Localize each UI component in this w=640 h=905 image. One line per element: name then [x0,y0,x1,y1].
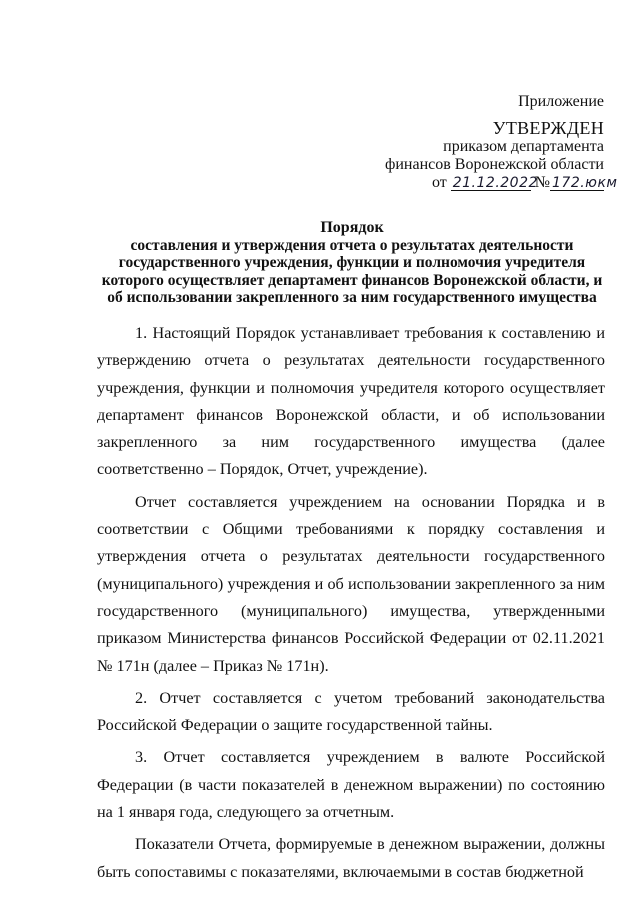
title-subtitle-line-3: которого осуществляет департамент финансов Воронежской области, и [101,271,603,289]
approved-stamp: УТВЕРЖДЕН [492,118,604,138]
approved-by-line-2: финансов Воронежской области [384,156,604,173]
approval-block [384,118,618,192]
handwritten-number: 172.юкм [552,175,618,191]
paragraph-1: 1. Настоящий Порядок устанавливает требования к составлению и утверждению отчета о результатах деятельности государственного учреждения, функции и полномочия учредителя которого осуществляет департамент финансов Воронежской области, и об использовании закрепленного за ним государственного имущества (далее соответственно – Порядок, Отчет, учреждение). [97,324,605,479]
paragraph-2: Отчет составляется учреждением на основании Порядка и в соответствии с Общими требованиями к порядку составления и утверждения отчета о результатах деятельности государственного (муниципального) учреждения и об использовании закрепленного за ним государственного (муниципального) имущества, утвержденными приказом Министерства финансов Российской Федерации от 02.11.2021 № 171н (далее – Приказ № 171н). [97,492,605,675]
date-prefix: от [431,174,447,191]
handwritten-date: 21.12.2022 [452,175,538,191]
document-body [97,320,605,886]
title-subtitle-line-2: государственного учреждения, функции и полномочия учредителя [118,254,586,271]
paragraph-3: 2. Отчет составляется с учетом требований законодательства Российской Федерации о защите государственной тайны. [97,688,605,735]
document-title [96,219,608,307]
number-prefix: № [534,174,550,191]
order-date-number-line [385,174,618,192]
title-main: Порядок [320,219,384,236]
title-subtitle-line-4: об использовании закрепленного за ним государственного имущества [107,289,597,306]
approved-by-line-1: приказом департамента [443,138,604,155]
appendix-label: Приложение [518,93,604,110]
paragraph-5: Показатели Отчета, формируемые в денежном выражении, должны быть сопоставимы с показателями, включаемыми в состав бюджетной [97,835,605,881]
title-subtitle-line-1: составления и утверждения отчета о результатах деятельности [130,236,574,254]
paragraph-4: 3. Отчет составляется учреждением в валюте Российской Федерации (в части показателей в денежном выражении) по состоянию на 1 января года, следующего за отчетным. [97,748,605,822]
